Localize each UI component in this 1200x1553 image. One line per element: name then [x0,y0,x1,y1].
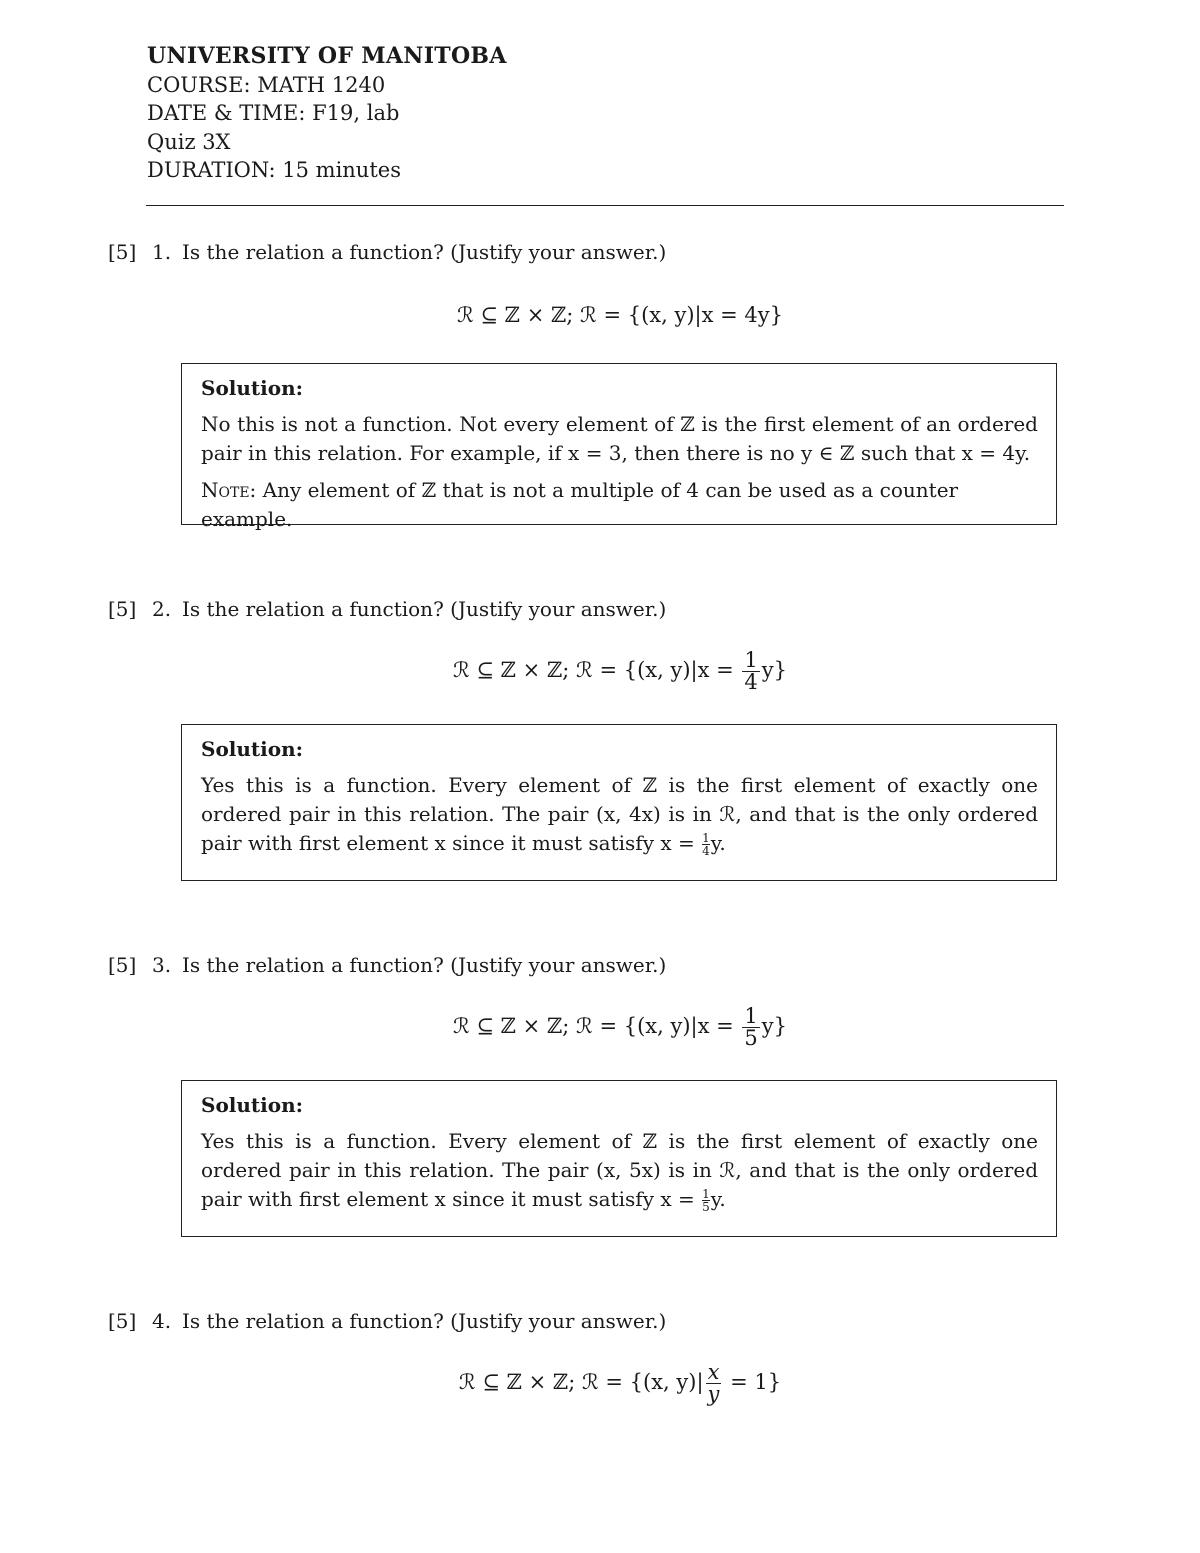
university-name: UNIVERSITY OF MANITOBA [147,43,507,69]
solution-fraction [702,832,710,857]
question-number: 1. [152,240,172,264]
solution-fraction [702,1188,710,1213]
fraction-numerator: 1 [702,831,710,845]
solution-title: Solution: [201,376,304,400]
solution-body: Yes this is a function. Every element of ℤ is the first element of exactly one ordered pair in this relation. The pair (x, 4x) is in ℛ, and that is the only ordered pair with first element x since it must satisfy x = [201,773,1038,855]
solution-body-wrap [201,1127,1038,1214]
note-text: Any element of ℤ that is not a multiple of 4 can be used as a counter example. [201,478,959,531]
formula-text: ℛ ⊆ ℤ × ℤ; ℛ = {(x, y)|x = [452,658,741,682]
formula-suffix: y} [761,658,788,682]
solution-note [201,476,1038,534]
exam-header [147,42,507,185]
fraction-numerator: 1 [702,1187,710,1201]
formula-text: ℛ ⊆ ℤ × ℤ; ℛ = {(x, y)| [458,1370,704,1394]
solution-body-wrap [201,771,1038,858]
fraction-denominator: y [707,1382,720,1406]
question-3 [108,953,666,977]
solution-body: No this is not a function. Not every element of ℤ is the first element of an ordered pair in this relation. For example, if x = 3, then there is no y ∈ ℤ such that x = 4y. [201,412,1038,465]
solution-end: y. [710,831,726,855]
header-divider [146,205,1064,206]
datetime-line: DATE & TIME: F19, lab [147,101,400,126]
fraction-denominator: 5 [702,1200,710,1214]
question-1-formula [0,303,1200,327]
quiz-line: Quiz 3X [147,129,231,154]
formula-suffix: y} [761,1014,788,1038]
question-points: [5] [108,1309,137,1333]
solution-title: Solution: [201,1093,304,1117]
fraction-numerator: 1 [744,1004,758,1028]
fraction-numerator: 1 [744,648,758,672]
question-3-formula [0,1006,1200,1049]
formula-fraction [706,1362,722,1405]
fraction-denominator: 4 [702,844,710,858]
question-2-formula [0,650,1200,693]
question-4-formula [0,1362,1200,1405]
question-4 [108,1309,666,1333]
question-number: 4. [152,1309,172,1333]
question-points: [5] [108,953,137,977]
course-line: COURSE: MATH 1240 [147,72,386,97]
question-prompt: Is the relation a function? (Justify your answer.) [182,953,667,977]
question-2 [108,597,666,621]
fraction-denominator: 4 [744,670,758,694]
note-label: Note: [201,478,257,502]
fraction-denominator: 5 [744,1026,758,1050]
question-points: [5] [108,597,137,621]
solution-body: Yes this is a function. Every element of ℤ is the first element of exactly one ordered pair in this relation. The pair (x, 5x) is in ℛ, and that is the only ordered pair with first element x since it must satisfy x = [201,1129,1038,1211]
formula-text: ℛ ⊆ ℤ × ℤ; ℛ = {(x, y)|x = [452,1014,741,1038]
question-2-solution-box [181,724,1057,881]
duration-line: DURATION: 15 minutes [147,158,401,183]
question-prompt: Is the relation a function? (Justify your answer.) [182,240,667,264]
fraction-numerator: x [707,1360,720,1384]
formula-text: ℛ ⊆ ℤ × ℤ; ℛ = {(x, y)|x = 4y} [456,303,783,327]
formula-suffix: = 1} [723,1370,782,1394]
question-3-solution-box [181,1080,1057,1237]
question-number: 2. [152,597,172,621]
question-points: [5] [108,240,137,264]
question-1-solution-box [181,363,1057,531]
question-prompt: Is the relation a function? (Justify your answer.) [182,1309,667,1333]
formula-fraction [742,1006,759,1049]
formula-fraction [742,650,759,693]
solution-title: Solution: [201,737,304,761]
question-number: 3. [152,953,172,977]
question-1 [108,240,666,264]
question-prompt: Is the relation a function? (Justify your answer.) [182,597,667,621]
solution-end: y. [710,1187,726,1211]
